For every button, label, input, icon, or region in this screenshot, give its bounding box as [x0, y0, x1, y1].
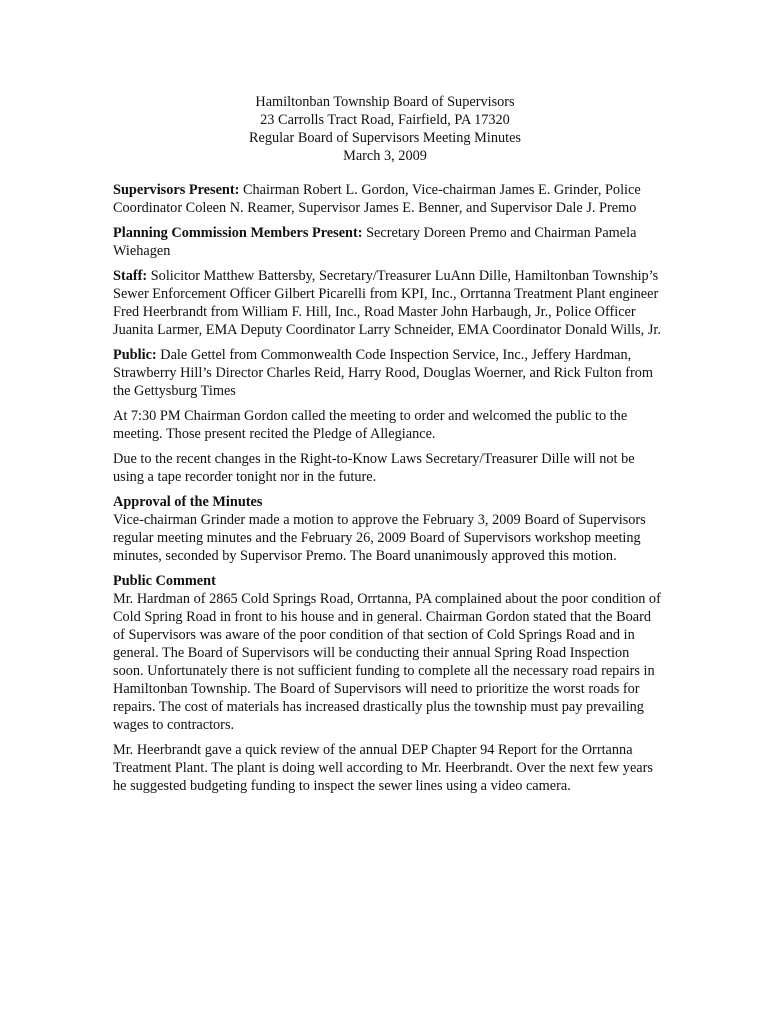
public-label: Public: — [113, 347, 157, 363]
header-meeting-type: Regular Board of Supervisors Meeting Minutes — [249, 130, 521, 146]
document-body — [113, 181, 661, 802]
public-paragraph — [113, 346, 661, 400]
supervisors-present-text: Chairman Robert L. Gordon, Vice-chairman James E. Grinder, Police Coordinator Coleen N. Reamer, Supervisor James E. Benner, and Supervisor Dale J. Premo — [113, 182, 641, 216]
right-to-know-paragraph: Due to the recent changes in the Right-to-Know Laws Secretary/Treasurer Dille will not be using a tape recorder tonight nor in the future. — [113, 451, 635, 485]
heerbrandt-paragraph: Mr. Heerbrandt gave a quick review of the annual DEP Chapter 94 Report for the Orrtanna Treatment Plant. The plant is doing well according to Mr. Heerbrandt. Over the next few years he suggested budgeting funding to inspect the sewer lines using a video camera. — [113, 742, 653, 794]
approval-heading: Approval of the Minutes — [113, 494, 263, 510]
approval-text: Vice-chairman Grinder made a motion to approve the February 3, 2009 Board of Supervisors regular meeting minutes and the February 26, 2009 Board of Supervisors workshop meeting minutes, seconded by Supervisor Premo. The Board unanimously approved this motion. — [113, 512, 646, 564]
supervisors-present-paragraph — [113, 181, 661, 217]
call-to-order-paragraph: At 7:30 PM Chairman Gordon called the meeting to order and welcomed the public to the meeting. Those present recited the Pledge of Allegiance. — [113, 408, 628, 442]
planning-commission-text: Secretary Doreen Premo and Chairman Pamela Wiehagen — [113, 225, 637, 259]
planning-commission-label: Planning Commission Members Present: — [113, 225, 363, 241]
staff-text: Solicitor Matthew Battersby, Secretary/Treasurer LuAnn Dille, Hamiltonban Township’s Sewer Enforcement Officer Gilbert Picarelli from KPI, Inc., Orrtanna Treatment Plant engineer Fred Heerbrandt from William F. Hill, Inc., Road Master John Harbaugh, Jr., Police Officer Juanita Larmer, EMA Deputy Coordinator Larry Schneider, EMA Coordinator Donald Wills, Jr. — [113, 268, 661, 338]
supervisors-present-label: Supervisors Present: — [113, 182, 240, 198]
public-comment-text-1: Mr. Hardman of 2865 Cold Springs Road, Orrtanna, PA complained about the poor condition of Cold Spring Road in front to his house and in general. Chairman Gordon stated that the Board of Supervisors was aware of the poor condition of that section of Cold Springs Road and in general. The Board of Supervisors will be conducting their annual Spring Road Inspection soon. Unfortunately there is not sufficient funding to complete all the necessary road repairs in Hamiltonban Township. The Board of Supervisors will need to prioritize the worst roads for repairs. The cost of materials has increased drastically plus the township must pay prevailing wages to contractors. — [113, 591, 661, 733]
public-comment-heading: Public Comment — [113, 573, 216, 589]
header-address: 23 Carrolls Tract Road, Fairfield, PA 17320 — [260, 112, 510, 128]
header-date: March 3, 2009 — [343, 148, 427, 164]
header-organization: Hamiltonban Township Board of Supervisors — [255, 94, 515, 110]
public-text: Dale Gettel from Commonwealth Code Inspection Service, Inc., Jeffery Hardman, Strawberry Hill’s Director Charles Reid, Harry Rood, Douglas Woerner, and Rick Fulton from the Gettysburg Times — [113, 347, 653, 399]
public-comment-section — [113, 572, 661, 734]
document-header — [0, 93, 770, 165]
planning-commission-paragraph — [113, 224, 661, 260]
staff-label: Staff: — [113, 268, 148, 284]
staff-paragraph — [113, 267, 661, 339]
approval-section — [113, 493, 661, 565]
